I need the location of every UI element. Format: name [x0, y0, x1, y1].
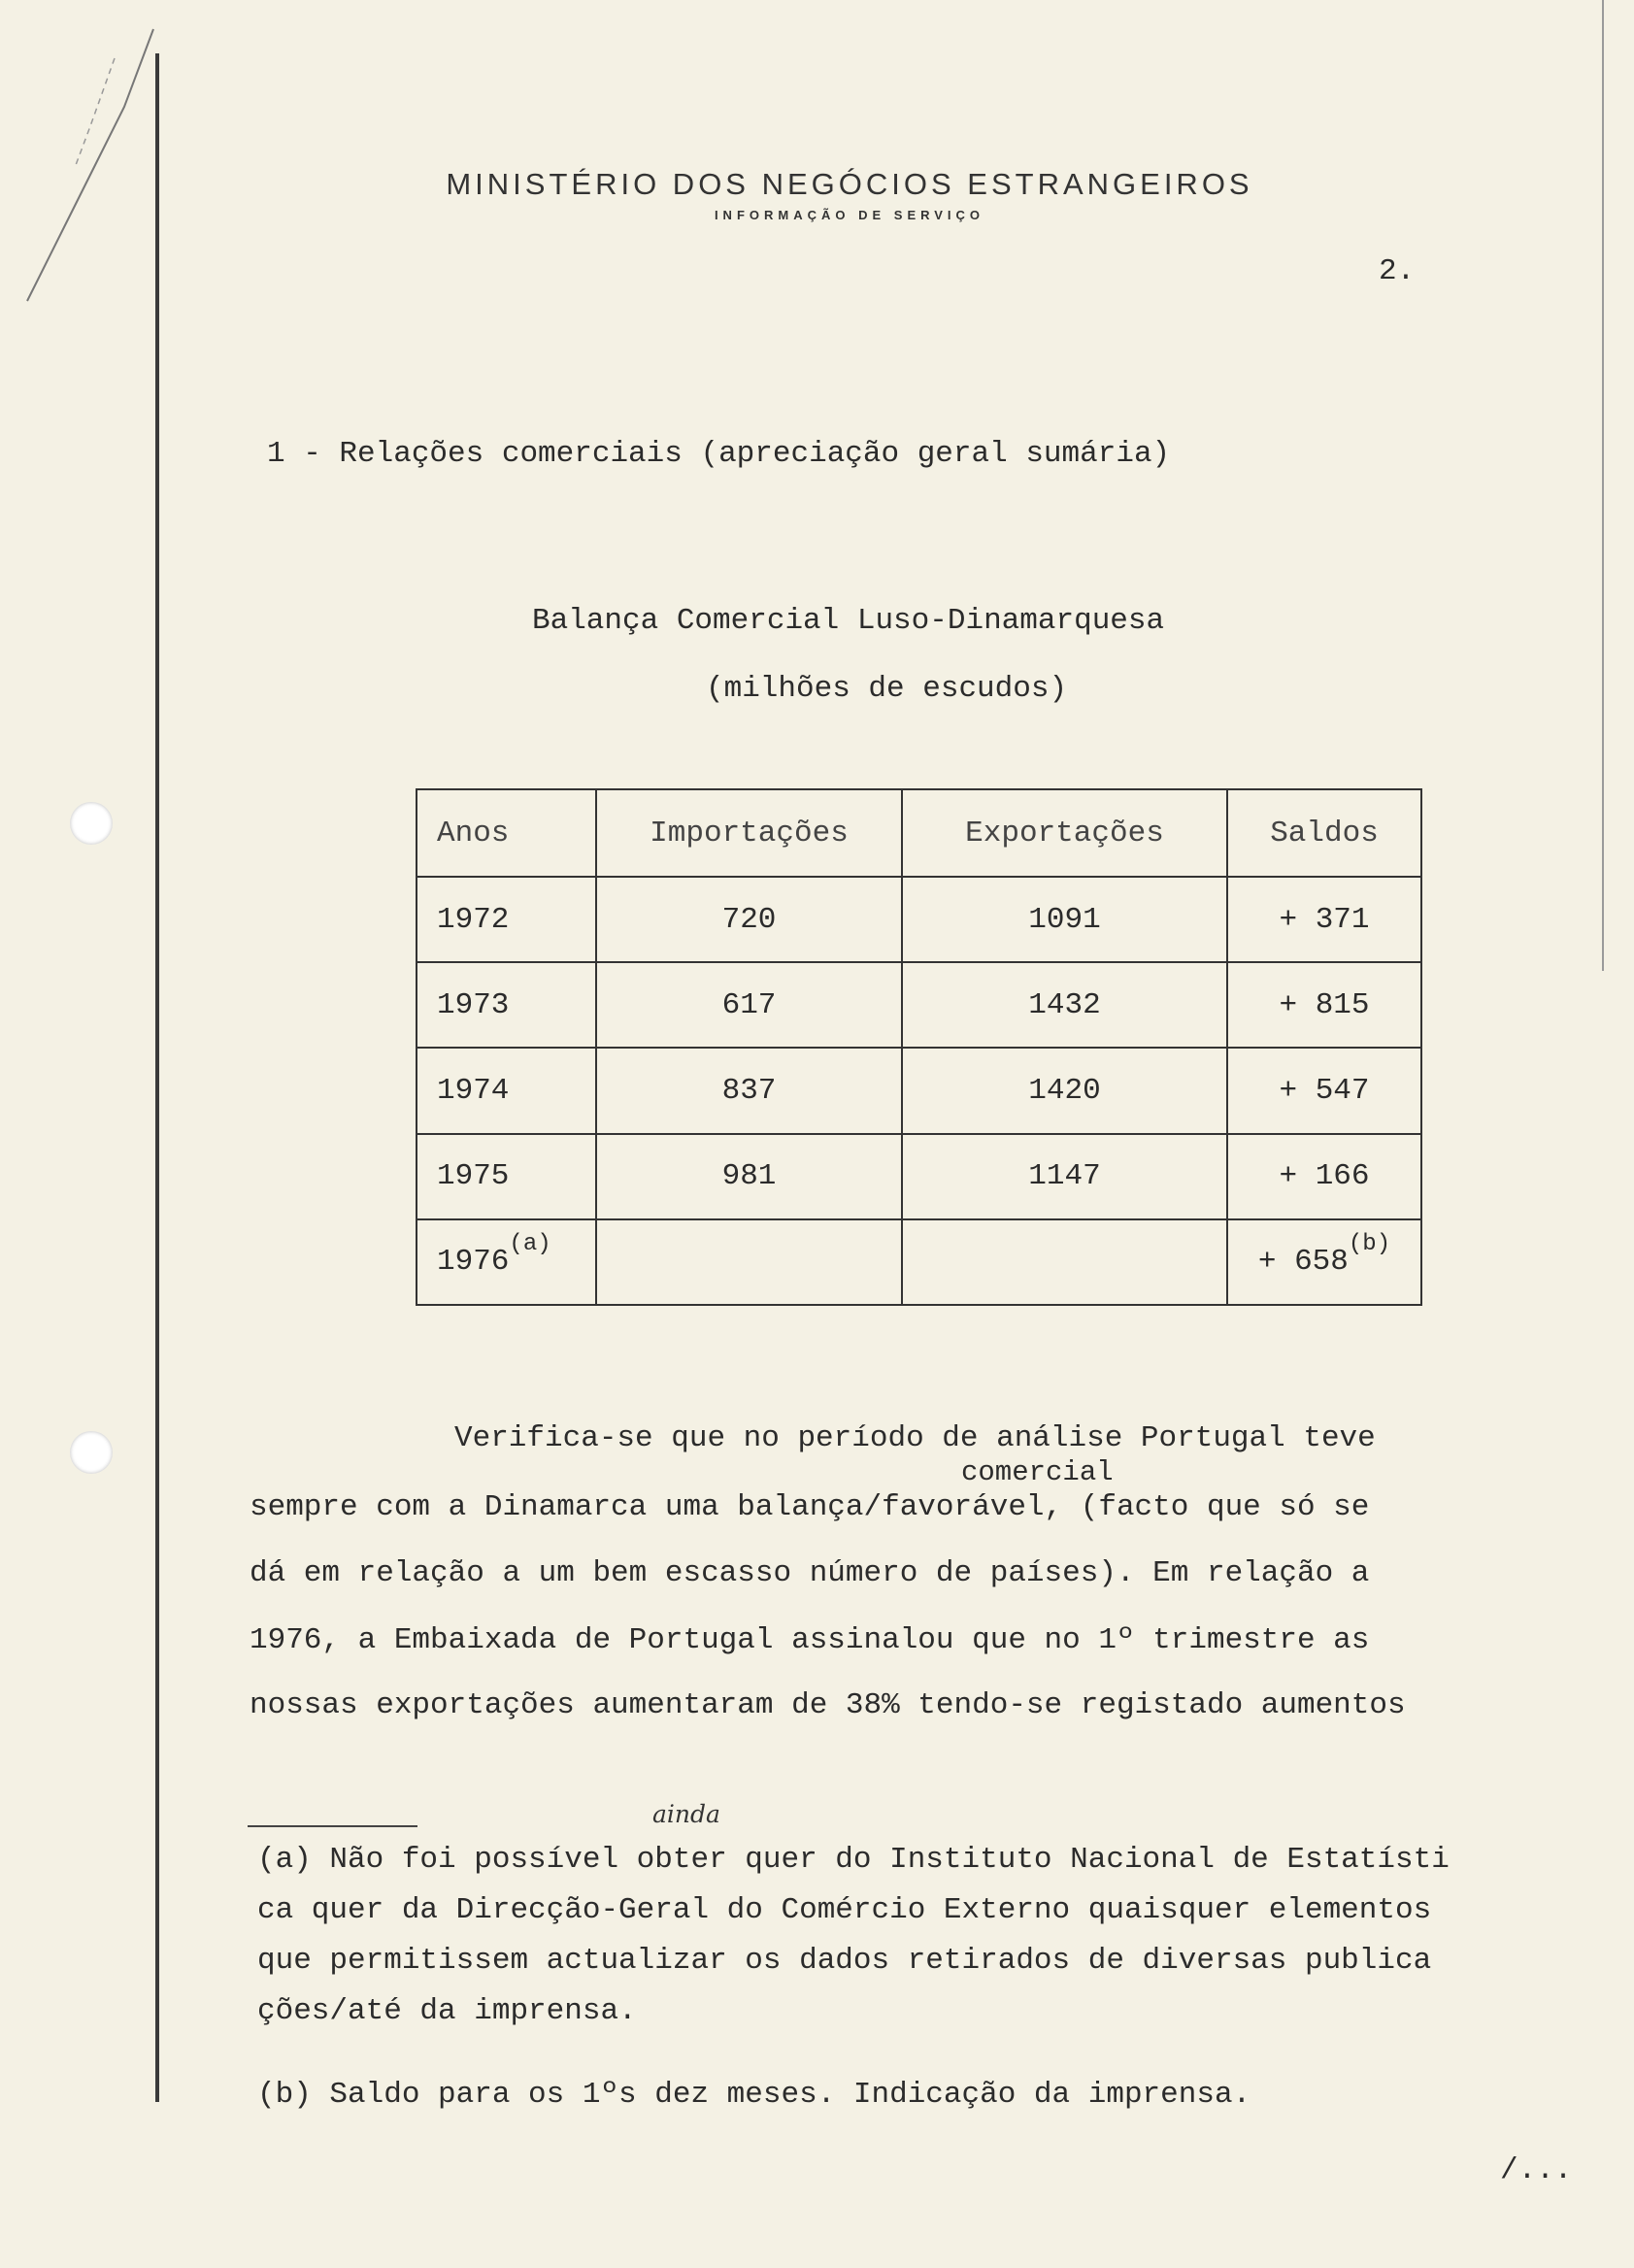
- body-line-4: 1976, a Embaixada de Portugal assinalou que no 1º trimestre as: [250, 1623, 1370, 1657]
- cell-year: 1972: [417, 877, 596, 962]
- balance-value: + 658: [1257, 1245, 1349, 1280]
- cell-exports: 1432: [902, 962, 1227, 1048]
- col-header-years: Anos: [417, 789, 596, 877]
- cell-balance: [1227, 1219, 1421, 1305]
- punch-hole-upper: [70, 802, 113, 845]
- cell-exports: 1147: [902, 1134, 1227, 1219]
- footnote-a-line-1: (a) Não foi possível obter quer do Instituto Nacional de Estatísti: [257, 1843, 1450, 1877]
- cell-imports: [596, 1219, 902, 1305]
- body-line-3: dá em relação a um bem escasso número de países). Em relação a: [250, 1556, 1370, 1590]
- letterhead-subtitle: INFORMAÇÃO DE SERVIÇO: [714, 208, 985, 222]
- body-line-1: Verifica-se que no período de análise Portugal teve: [454, 1421, 1376, 1455]
- letterhead: [393, 167, 1306, 222]
- table-units: (milhões de escudos): [706, 672, 1068, 706]
- footnote-a-line-3: que permitissem actualizar os dados retirados de diversas publica: [257, 1944, 1432, 1978]
- table-row: [417, 1048, 1421, 1133]
- footnote-rule: [248, 1825, 417, 1827]
- pencil-marks: [8, 19, 163, 311]
- cell-year: 1973: [417, 962, 596, 1048]
- table-row: [417, 877, 1421, 962]
- footnote-a-line-4: ções/até da imprensa.: [257, 1994, 637, 2028]
- col-header-balance: Saldos: [1227, 789, 1421, 877]
- cell-exports: 1420: [902, 1048, 1227, 1133]
- cell-balance: + 815: [1227, 962, 1421, 1048]
- cell-year: 1975: [417, 1134, 596, 1219]
- inserted-word: comercial: [961, 1456, 1114, 1488]
- trade-balance-table: [416, 788, 1422, 1306]
- col-header-exports: Exportações: [902, 789, 1227, 877]
- cell-imports: 837: [596, 1048, 902, 1133]
- col-header-imports: Importações: [596, 789, 902, 877]
- table-header-row: [417, 789, 1421, 877]
- cell-imports: 617: [596, 962, 902, 1048]
- footnote-b: (b) Saldo para os 1ºs dez meses. Indicação da imprensa.: [257, 2078, 1251, 2112]
- handwritten-insert: ainda: [652, 1800, 720, 1828]
- table-row: [417, 962, 1421, 1048]
- body-line-5: nossas exportações aumentaram de 38% tendo-se registado aumentos: [250, 1688, 1406, 1722]
- continuation-mark: /...: [1500, 2153, 1573, 2187]
- right-edge-line: [1602, 0, 1604, 971]
- footnote-ref-b: (b): [1348, 1231, 1391, 1258]
- cell-balance: + 547: [1227, 1048, 1421, 1133]
- punch-hole-lower: [70, 1431, 113, 1474]
- cell-imports: 981: [596, 1134, 902, 1219]
- cell-year: [417, 1219, 596, 1305]
- cell-exports: [902, 1219, 1227, 1305]
- footnote-a-line-2: ca quer da Direcção-Geral do Comércio Externo quaisquer elementos: [257, 1893, 1432, 1927]
- table-title: Balança Comercial Luso-Dinamarquesa: [532, 604, 1165, 638]
- cell-balance: + 371: [1227, 877, 1421, 962]
- ministry-title: MINISTÉRIO DOS NEGÓCIOS ESTRANGEIROS: [446, 167, 1253, 201]
- page-number: 2.: [1379, 254, 1416, 288]
- left-margin-rule: [155, 53, 159, 2102]
- table-row: [417, 1219, 1421, 1305]
- cell-exports: 1091: [902, 877, 1227, 962]
- cell-balance: + 166: [1227, 1134, 1421, 1219]
- year-value: 1976: [437, 1245, 510, 1280]
- cell-year: 1974: [417, 1048, 596, 1133]
- section-heading: 1 - Relações comerciais (apreciação geral sumária): [267, 437, 1171, 471]
- body-line-2: sempre com a Dinamarca uma balança/favorável, (facto que só se: [250, 1490, 1370, 1524]
- footnote-ref-a: (a): [509, 1231, 551, 1258]
- cell-imports: 720: [596, 877, 902, 962]
- table-row: [417, 1134, 1421, 1219]
